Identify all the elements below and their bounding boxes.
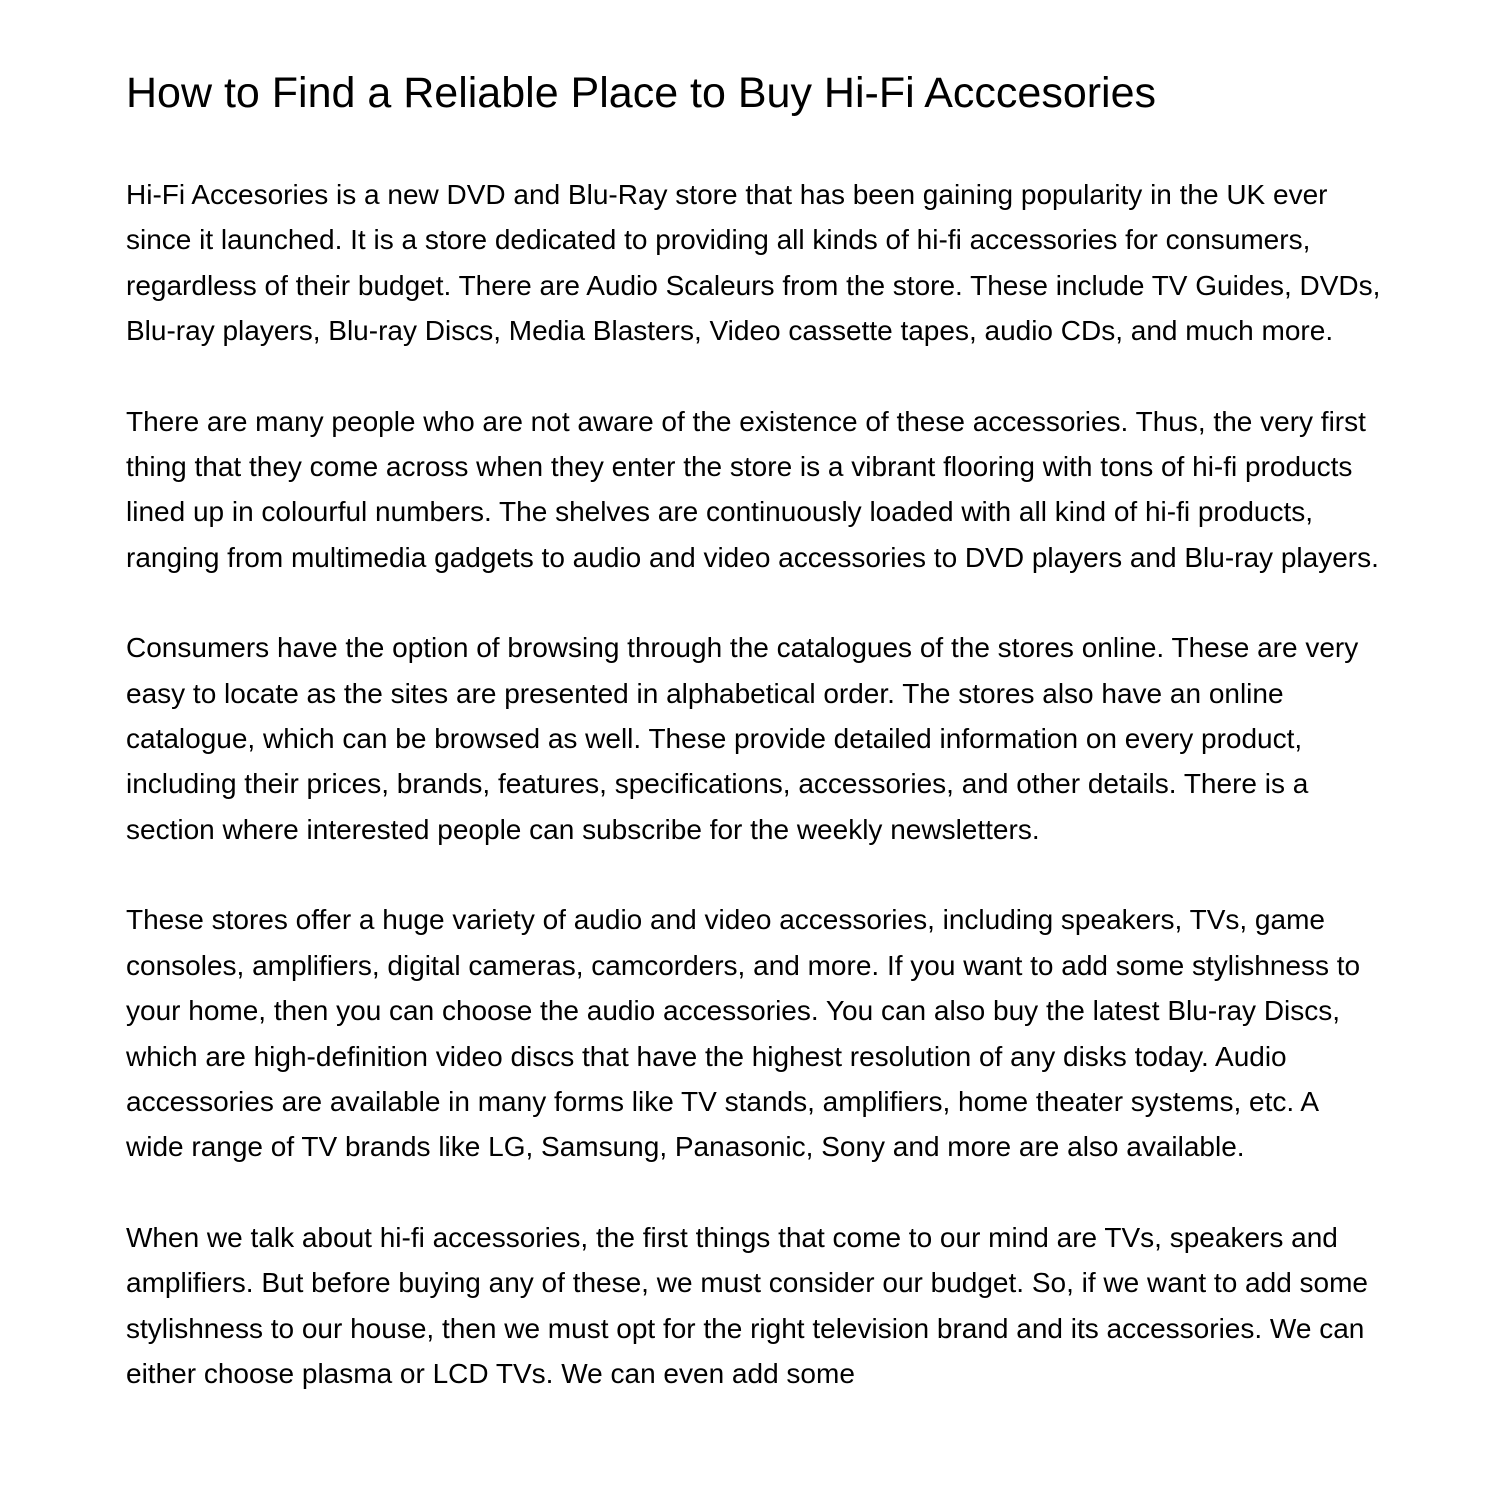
paragraph-3: Consumers have the option of browsing through the catalogues of the stores online. These are very easy to locate as the sites are presented in alphabetical order. The stores also have an online catalogue, which can be browsed as well. These provide detailed information on every product, including their prices, brands, features, specifications, accessories, and other details. There is a section where interested people can subscribe for the weekly newsletters.: [126, 632, 1359, 845]
paragraph-2: There are many people who are not aware of the existence of these accessories. Thus, the very first thing that they come across when they enter the store is a vibrant flooring with tons of hi-fi products lined up in colourful numbers. The shelves are continuously loaded with all kind of hi-fi products, ranging from multimedia gadgets to audio and video accessories to DVD players and Blu-ray players.: [126, 405, 1379, 573]
paragraph-4: These stores offer a huge variety of audio and video accessories, including speakers, TVs, game consoles, amplifiers, digital cameras, camcorders, and more. If you want to add some stylishness to your home, then you can choose the audio accessories. You can also buy the latest Blu-ray Discs, which are high-definition video discs that have the highest resolution of any disks today. Audio accessories are available in many forms like TV stands, amplifiers, home theater systems, etc. A wide range of TV brands like LG, Samsung, Panasonic, Sony and more are also available.: [126, 904, 1361, 1163]
paragraph-5: When we talk about hi-fi accessories, the first things that come to our mind are TVs, speakers and amplifiers. But before buying any of these, we must consider our budget. So, if we want to add some stylishness to our house, then we must opt for the right television brand and its accessories. We can either choose plasma or LCD TVs. We can even add some: [126, 1221, 1369, 1389]
paragraph-1: Hi-Fi Accesories is a new DVD and Blu-Ray store that has been gaining popularity in the UK ever since it launched. It is a store dedicated to providing all kinds of hi-fi accessories for consumers, regardless of their budget. There are Audio Scaleurs from the store. These include TV Guides, DVDs, Blu-ray players, Blu-ray Discs, Media Blasters, Video cassette tapes, audio CDs, and much more.: [126, 179, 1381, 347]
document-title: How to Find a Reliable Place to Buy Hi-Fi Acccesories: [126, 69, 1157, 117]
